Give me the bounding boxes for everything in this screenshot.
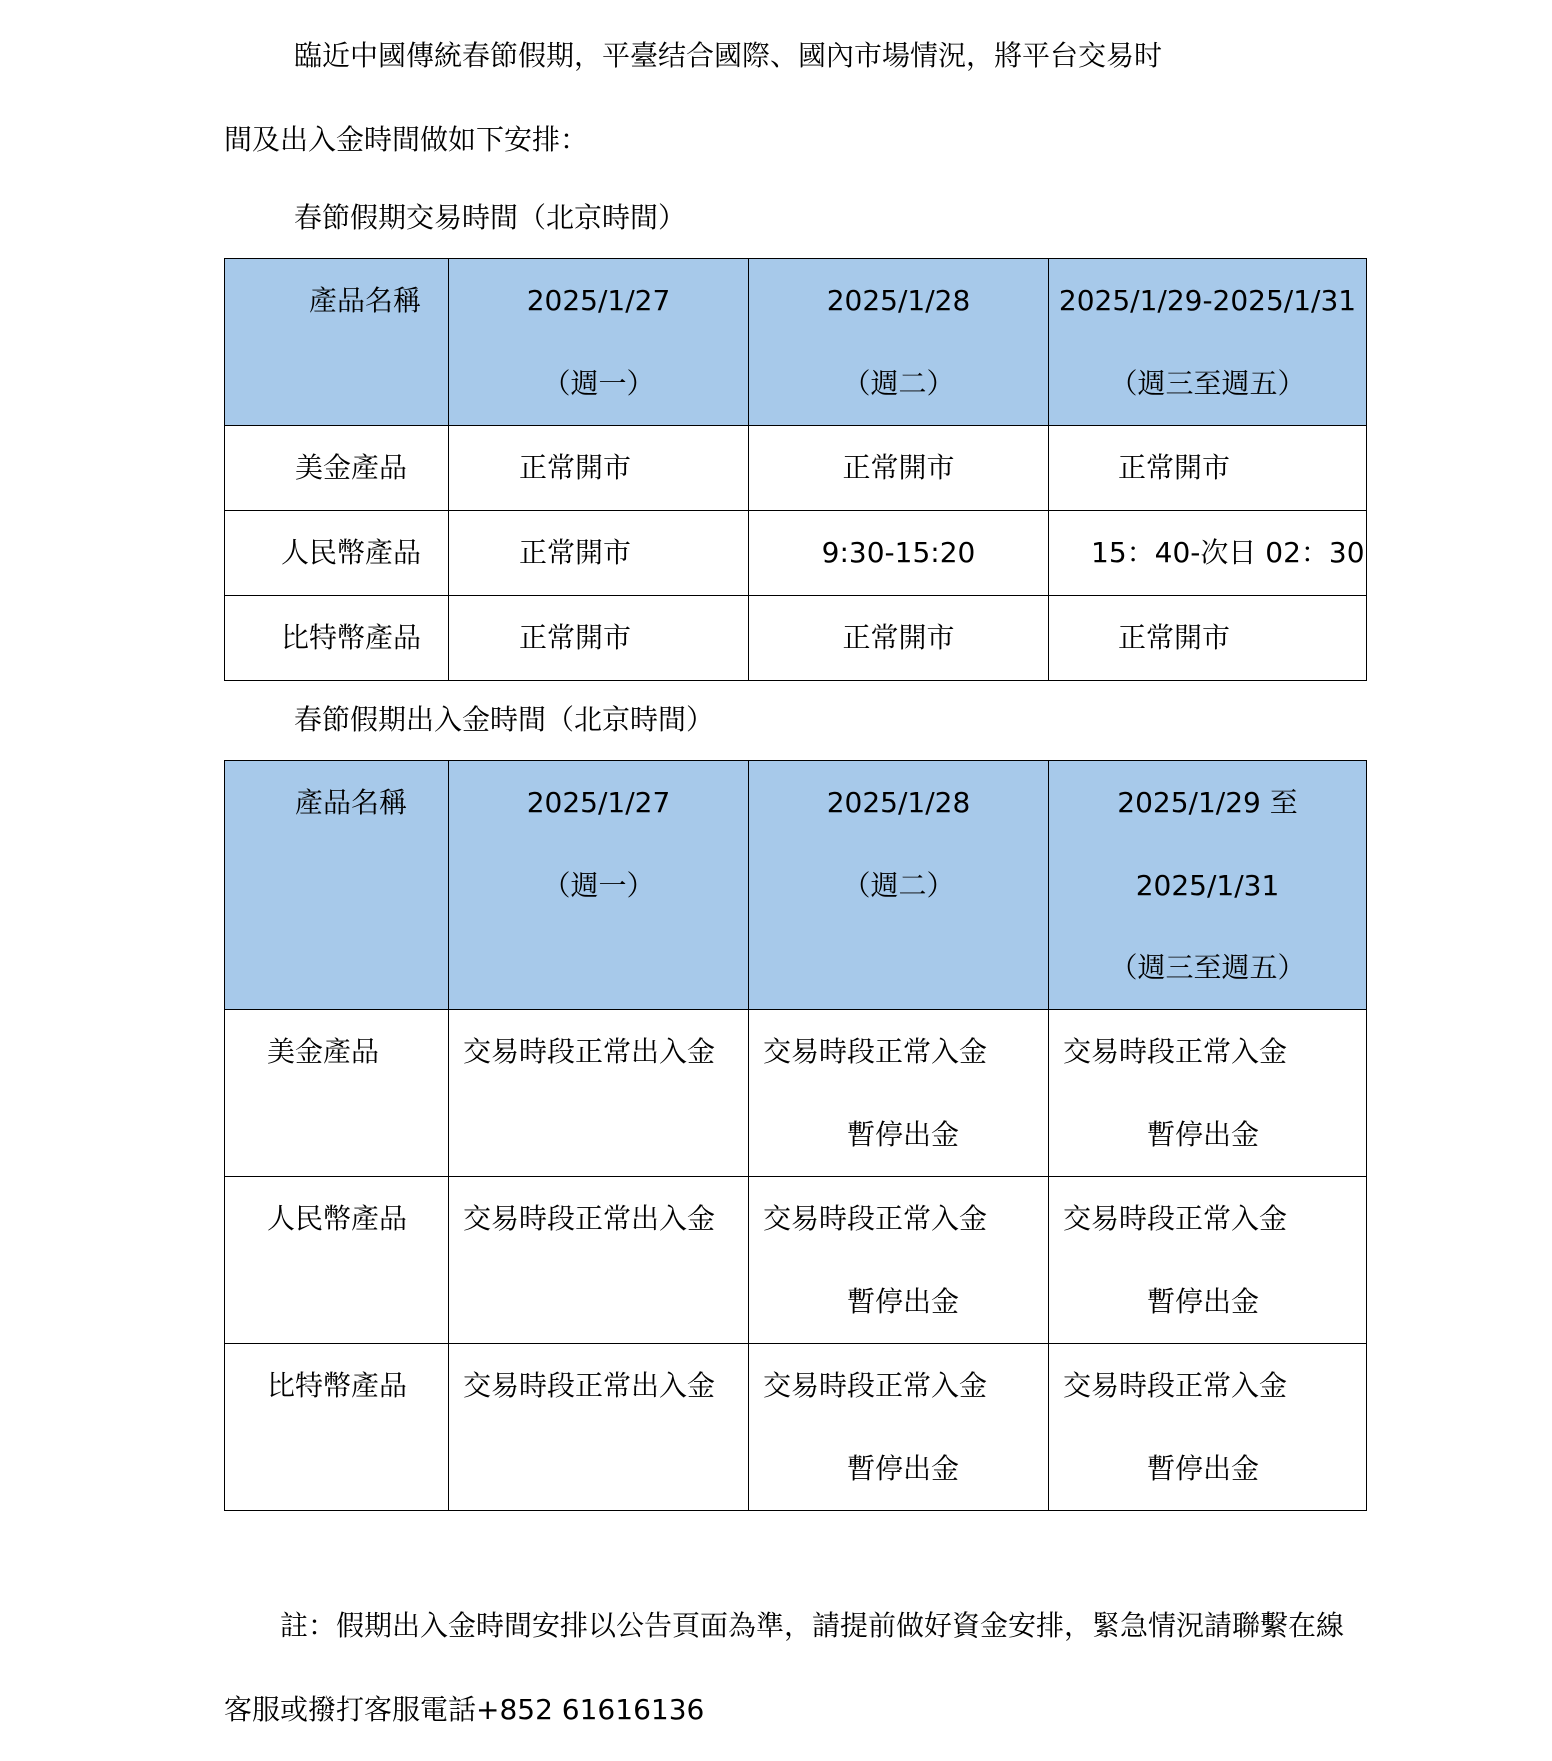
header-cell	[225, 259, 449, 426]
note-line-2: 客服或撥打客服電話+852 61616136	[224, 1693, 705, 1726]
trading-status: 9:30-15:20	[821, 536, 976, 569]
funding-status: 交易時段正常出入金	[463, 1035, 716, 1068]
funding-status: 交易時段正常出入金	[463, 1369, 716, 1402]
trading-status: 正常開市	[519, 536, 632, 569]
trading-status: 正常開市	[842, 451, 955, 484]
header-weekday: （週二）	[842, 869, 955, 902]
table-row	[225, 426, 1367, 511]
trading-status: 正常開市	[519, 621, 632, 654]
product-name: 比特幣產品	[267, 1369, 408, 1402]
funding-hours-table	[224, 760, 1367, 1511]
funding-deposit-status: 交易時段正常入金	[1063, 1369, 1288, 1402]
funding-deposit-status: 交易時段正常入金	[763, 1035, 988, 1068]
trading-status: 正常開市	[842, 621, 955, 654]
product-name: 美金產品	[267, 1035, 380, 1068]
funding-withdraw-status: 暫停出金	[847, 1452, 960, 1485]
note-paragraph	[224, 1584, 1364, 1752]
trading-status: 正常開市	[1118, 621, 1231, 654]
funding-deposit-status: 交易時段正常入金	[1063, 1035, 1288, 1068]
funding-withdraw-status: 暫停出金	[1147, 1452, 1260, 1485]
intro-line-2: 間及出入金時間做如下安排：	[224, 123, 589, 156]
funding-withdraw-status: 暫停出金	[1147, 1285, 1260, 1318]
trading-header-row	[225, 259, 1367, 426]
note-line-1: 註：假期出入金時間安排以公告頁面為準，請提前做好資金安排，緊急情況請聯繫在線	[280, 1609, 1345, 1642]
funding-header-row	[225, 761, 1367, 1010]
header-cell	[1049, 761, 1367, 1010]
trading-caption: 春節假期交易時間（北京時間）	[294, 201, 687, 234]
table-row	[225, 1010, 1367, 1177]
funding-deposit-status: 交易時段正常入金	[763, 1202, 988, 1235]
header-weekday: （週二）	[842, 367, 955, 400]
product-name: 人民幣產品	[281, 536, 422, 569]
intro-line-1: 臨近中國傳統春節假期，平臺结合國際、國內市場情況，將平台交易时	[294, 39, 1163, 72]
intro-paragraph	[224, 14, 1364, 182]
header-weekday: （週一）	[542, 367, 655, 400]
header-product: 產品名稱	[309, 284, 422, 317]
product-name: 人民幣產品	[267, 1202, 408, 1235]
header-date: 2025/1/28	[826, 284, 971, 317]
header-cell	[225, 761, 449, 1010]
header-cell	[449, 259, 749, 426]
funding-withdraw-status: 暫停出金	[847, 1285, 960, 1318]
table-row	[225, 1177, 1367, 1344]
header-weekday: （週三至週五）	[1109, 951, 1306, 984]
table-row	[225, 596, 1367, 681]
product-name: 比特幣產品	[281, 621, 422, 654]
header-weekday: （週三至週五）	[1109, 367, 1306, 400]
trading-status: 15：40-次日 02：30	[1091, 536, 1365, 569]
funding-withdraw-status: 暫停出金	[1147, 1118, 1260, 1151]
trading-status: 正常開市	[1118, 451, 1231, 484]
header-date: 2025/1/27	[526, 284, 671, 317]
funding-deposit-status: 交易時段正常入金	[763, 1369, 988, 1402]
table-row	[225, 1344, 1367, 1511]
table-row	[225, 511, 1367, 596]
header-cell	[449, 761, 749, 1010]
trading-hours-table	[224, 258, 1367, 681]
header-cell	[1049, 259, 1367, 426]
funding-deposit-status: 交易時段正常入金	[1063, 1202, 1288, 1235]
header-cell	[749, 259, 1049, 426]
header-cell	[749, 761, 1049, 1010]
funding-caption: 春節假期出入金時間（北京時間）	[294, 703, 715, 736]
header-date: 2025/1/29 至	[1117, 786, 1298, 819]
header-date: 2025/1/27	[526, 786, 671, 819]
trading-status: 正常開市	[519, 451, 632, 484]
funding-withdraw-status: 暫停出金	[847, 1118, 960, 1151]
funding-status: 交易時段正常出入金	[463, 1202, 716, 1235]
header-date-end: 2025/1/31	[1135, 869, 1280, 902]
header-weekday: （週一）	[542, 869, 655, 902]
header-date: 2025/1/29-2025/1/31	[1058, 284, 1357, 317]
header-product: 產品名稱	[295, 786, 408, 819]
product-name: 美金產品	[295, 451, 408, 484]
header-date: 2025/1/28	[826, 786, 971, 819]
